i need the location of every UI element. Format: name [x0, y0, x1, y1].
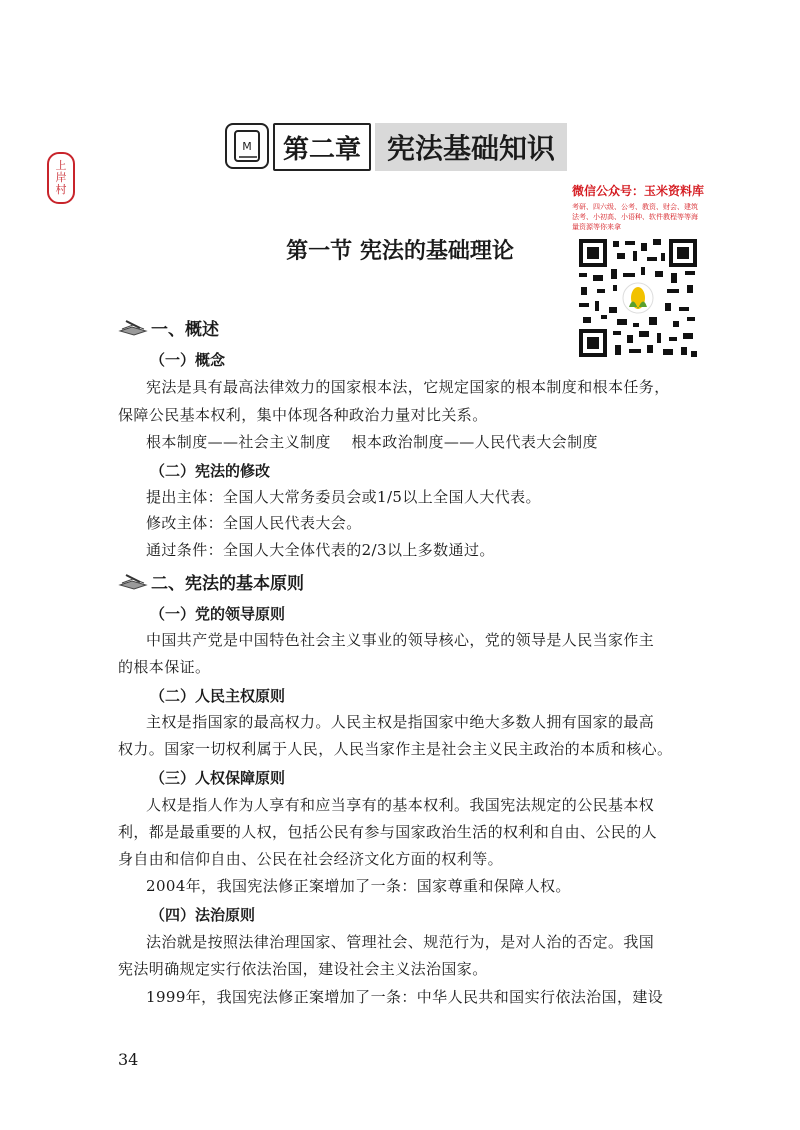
paragraph: 1999年，我国宪法修正案增加了一条：中华人民共和国实行依法治国，建设: [146, 988, 664, 1006]
paragraph: 宪法是具有最高法律效力的国家根本法，它规定国家的根本制度和根本任务，: [146, 378, 670, 396]
seal-char: 岸: [55, 171, 67, 184]
chapter-header: [225, 123, 567, 171]
paragraph: 提出主体：全国人大常务委员会或1/5以上全国人大代表。: [146, 488, 541, 506]
subheading-rights: （三）人权保障原则: [150, 769, 286, 787]
svg-text:M: M: [242, 140, 252, 153]
heading-text: 二、宪法的基本原则: [151, 574, 304, 594]
seal-char: 上: [55, 159, 67, 172]
pen-book-icon: [118, 319, 148, 337]
paragraph: 身自由和信仰自由、公民在社会经济文化方面的权利等。: [118, 850, 504, 868]
subheading-concept: （一）概念: [150, 351, 226, 369]
section-title: 第一节 宪法的基础理论: [286, 238, 514, 264]
heading-text: 一、概述: [151, 320, 219, 340]
paragraph: 主权是指国家的最高权力。人民主权是指国家中绝大多数人拥有国家的最高: [146, 713, 655, 731]
page-number: 34: [118, 1050, 139, 1069]
paragraph: 宪法明确规定实行依法治国，建设社会主义法治国家。: [118, 960, 488, 978]
chapter-title: 宪法基础知识: [375, 123, 567, 171]
paragraph: 人权是指人作为人享有和应当享有的基本权利。我国宪法规定的公民基本权: [146, 796, 655, 814]
paragraph: 的根本保证。: [118, 658, 211, 676]
subheading-rule-of-law: （四）法治原则: [150, 906, 256, 924]
paragraph: 法治就是按照法律治理国家、管理社会、规范行为，是对人治的否定。我国: [146, 933, 655, 951]
paragraph: 2004年，我国宪法修正案增加了一条：国家尊重和保障人权。: [146, 877, 571, 895]
wechat-promo: [572, 182, 706, 232]
wechat-title: 微信公众号：玉米资料库: [572, 184, 705, 198]
wechat-description: 考研、四六级、公考、教资、财会、建筑法考、小初高、小语种、软件教程等等海量资源等你来拿: [572, 203, 698, 231]
paragraph: 中国共产党是中国特色社会主义事业的领导核心，党的领导是人民当家作主: [146, 631, 655, 649]
subheading-amendment: （二）宪法的修改: [150, 462, 271, 480]
pen-book-icon: [118, 573, 148, 591]
seal-logo: [47, 152, 75, 204]
paragraph: 利，都是最重要的人权，包括公民有参与国家政治生活的权利和自由、公民的人: [118, 823, 658, 841]
seal-char: 村: [55, 183, 67, 196]
book-icon: [225, 123, 269, 169]
subheading-sovereignty: （二）人民主权原则: [150, 687, 286, 705]
paragraph: 修改主体：全国人民代表大会。: [146, 514, 362, 532]
heading-principles: [118, 569, 304, 594]
chapter-number: 第二章: [273, 123, 371, 171]
paragraph: 保障公民基本权利，集中体现各种政治力量对比关系。: [118, 406, 488, 424]
subheading-party: （一）党的领导原则: [150, 605, 286, 623]
paragraph: 通过条件：全国人大全体代表的2/3以上多数通过。: [146, 541, 495, 559]
heading-overview: [118, 315, 219, 340]
paragraph: 权力。国家一切权利属于人民，人民当家作主是社会主义民主政治的本质和核心。: [118, 740, 673, 758]
paragraph: 根本制度——社会主义制度 根本政治制度——人民代表大会制度: [146, 433, 598, 451]
